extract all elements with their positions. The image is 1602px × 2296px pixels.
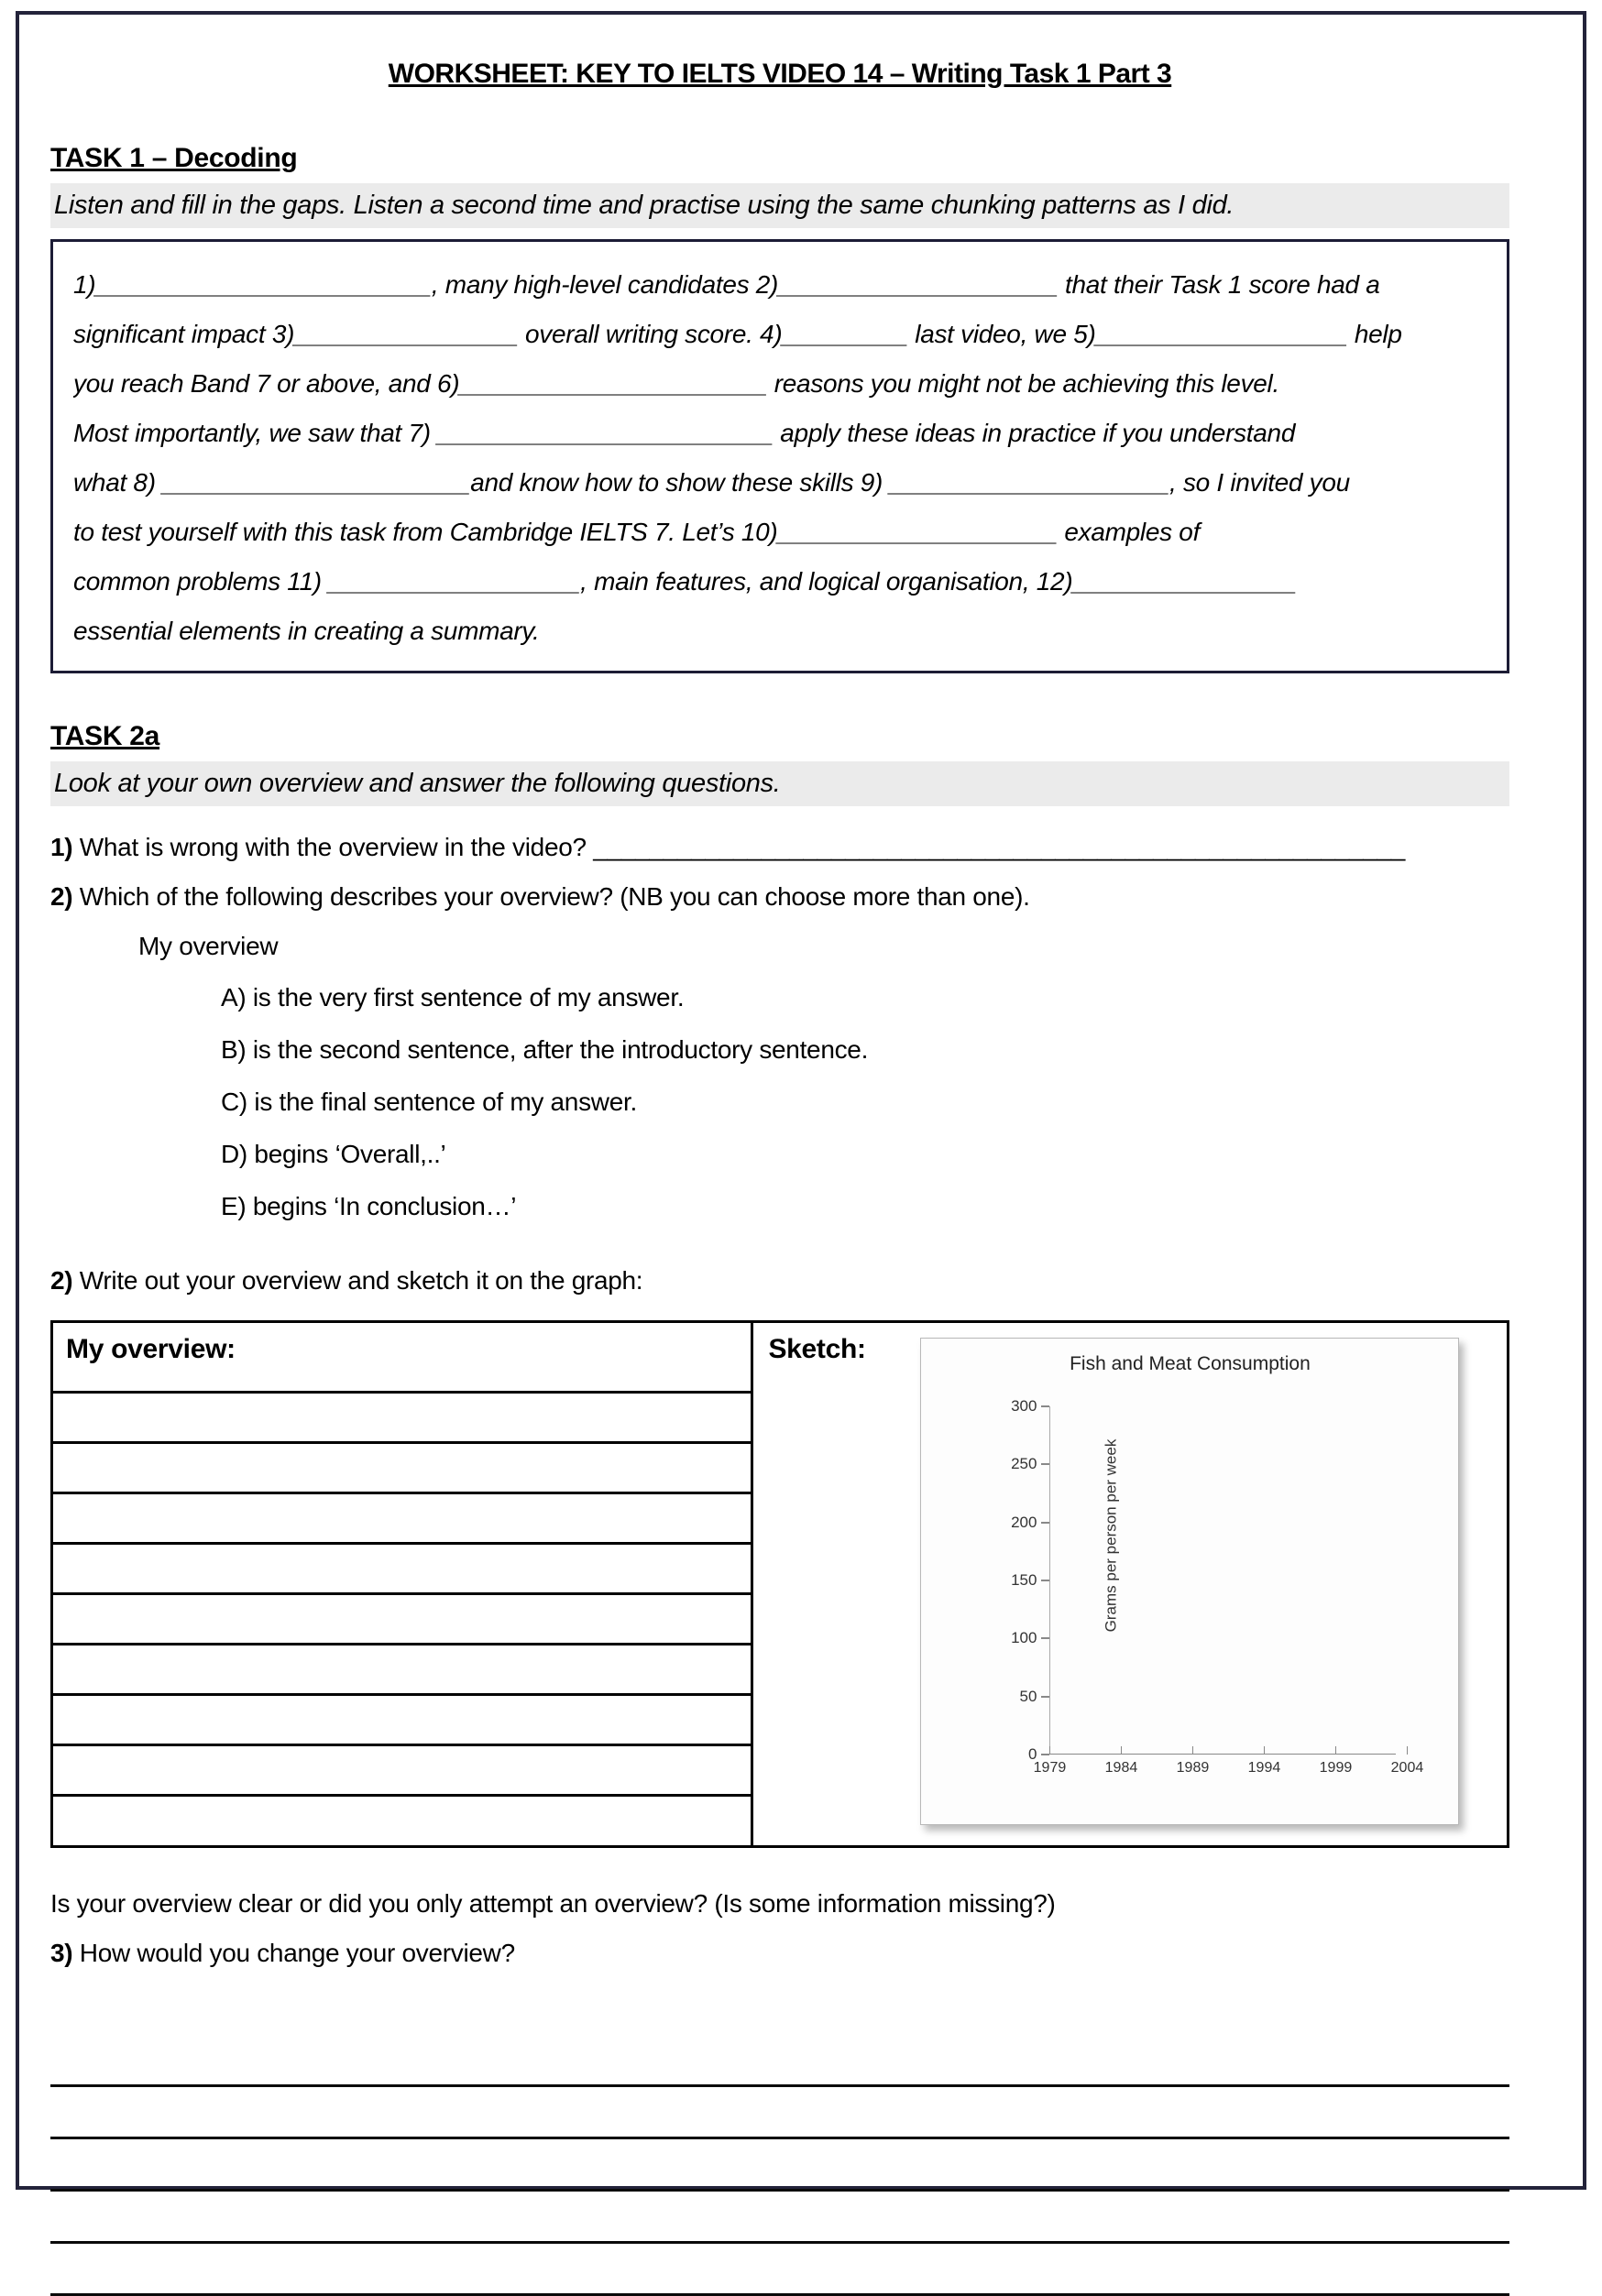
overview-writing-line-2 <box>53 1441 751 1492</box>
x-tick-mark-2004 <box>1407 1746 1408 1755</box>
x-tick-label-1979: 1979 <box>1034 1760 1067 1777</box>
y-tick-mark-0 <box>1041 1754 1049 1755</box>
x-tick-label-1989: 1989 <box>1177 1760 1210 1777</box>
y-tick-label-0: 0 <box>972 1745 1037 1764</box>
overview-writing-line-5 <box>53 1592 751 1643</box>
y-tick-mark-200 <box>1041 1522 1049 1524</box>
chart-x-axis <box>1042 1754 1396 1755</box>
chart-plot-area <box>1049 1406 1407 1755</box>
gap-fill-line-4: Most importantly, we saw that 7) ________________________ apply these ideas in practice if you understand <box>73 409 1487 458</box>
gap-fill-line-2: significant impact 3)________________ overall writing score. 4)_________ last video, we 5)__________________ help <box>73 310 1487 359</box>
question-2-text: Which of the following describes your overview? (NB you can choose more than one). <box>72 882 1029 911</box>
overview-option-D: D) begins ‘Overall,..’ <box>221 1128 1509 1180</box>
my-overview-intro: My overview <box>138 922 1509 971</box>
question-1-text: What is wrong with the overview in the video? <box>72 833 593 861</box>
task2a-heading: TASK 2a <box>50 721 1509 752</box>
chart-y-axis <box>1049 1406 1050 1755</box>
page-title: WORKSHEET: KEY TO IELTS VIDEO 14 – Writing Task 1 Part 3 <box>50 59 1509 90</box>
y-tick-label-50: 50 <box>972 1688 1037 1706</box>
y-tick-mark-250 <box>1041 1463 1049 1465</box>
question-1-number: 1) <box>50 833 72 861</box>
question-1 <box>50 823 1509 872</box>
y-tick-mark-50 <box>1041 1696 1049 1698</box>
y-tick-mark-150 <box>1041 1580 1049 1581</box>
overview-option-C: C) is the final sentence of my answer. <box>221 1076 1509 1128</box>
overview-writing-line-9 <box>53 1794 751 1844</box>
y-tick-mark-100 <box>1041 1637 1049 1639</box>
x-tick-mark-1994 <box>1264 1746 1265 1755</box>
overview-clarity-question: Is your overview clear or did you only attempt an overview? (Is some information missing?) <box>50 1879 1509 1929</box>
question-2b-text: Write out your overview and sketch it on the graph: <box>72 1266 642 1295</box>
overview-writing-line-4 <box>53 1542 751 1592</box>
my-overview-writing-lines <box>53 1391 751 1844</box>
question-2-number: 2) <box>50 882 72 911</box>
y-tick-label-200: 200 <box>972 1514 1037 1532</box>
sketch-label: Sketch: <box>768 1334 865 1365</box>
gap-fill-line-6: to test yourself with this task from Cambridge IELTS 7. Let’s 10)____________________ examples of <box>73 508 1487 557</box>
question-2 <box>50 872 1509 922</box>
x-tick-mark-1979 <box>1049 1746 1050 1755</box>
x-tick-label-2004: 2004 <box>1391 1760 1424 1777</box>
answer-line-1 <box>50 2035 1509 2087</box>
overview-writing-line-7 <box>53 1693 751 1744</box>
overview-option-B: B) is the second sentence, after the introductory sentence. <box>221 1023 1509 1076</box>
x-tick-label-1994: 1994 <box>1248 1760 1281 1777</box>
x-tick-label-1984: 1984 <box>1105 1760 1138 1777</box>
worksheet-page-border <box>16 11 1586 2190</box>
x-tick-mark-1989 <box>1192 1746 1193 1755</box>
my-overview-label: My overview: <box>53 1323 751 1391</box>
overview-writing-line-8 <box>53 1744 751 1794</box>
gap-fill-line-1: 1)________________________, many high-level candidates 2)____________________ that their Task 1 score had a <box>73 260 1487 310</box>
overview-writing-line-1 <box>53 1391 751 1441</box>
question-2b <box>50 1256 1509 1306</box>
task2a-instruction: Look at your own overview and answer the following questions. <box>50 761 1509 806</box>
answer-line-2 <box>50 2087 1509 2139</box>
sketch-cell <box>753 1323 1507 1845</box>
gap-fill-line-7: common problems 11) __________________, main features, and logical organisation, 12)________________ <box>73 557 1487 607</box>
answer-lines-section <box>50 2035 1509 2296</box>
answer-line-3 <box>50 2139 1509 2192</box>
my-overview-cell <box>53 1323 753 1845</box>
question-3-text: How would you change your overview? <box>72 1939 515 1967</box>
answer-line-4 <box>50 2192 1509 2244</box>
chart-y-axis-label: Grams per person per week <box>1103 1439 1121 1633</box>
chart-title: Fish and Meat Consumption <box>921 1353 1458 1375</box>
x-tick-label-1999: 1999 <box>1320 1760 1353 1777</box>
y-tick-label-100: 100 <box>972 1629 1037 1647</box>
y-tick-label-300: 300 <box>972 1397 1037 1416</box>
gap-fill-passage-box <box>50 239 1509 673</box>
answer-line-5 <box>50 2244 1509 2296</box>
x-tick-mark-1984 <box>1121 1746 1122 1755</box>
question-1-answer-blank: __________________________________________________________ <box>593 833 1405 861</box>
overview-writing-line-3 <box>53 1492 751 1542</box>
task1-heading: TASK 1 – Decoding <box>50 143 1509 174</box>
y-tick-label-150: 150 <box>972 1571 1037 1590</box>
worksheet-content <box>19 15 1583 2296</box>
y-tick-label-250: 250 <box>972 1455 1037 1473</box>
y-tick-mark-300 <box>1041 1405 1049 1407</box>
consumption-chart <box>920 1338 1459 1825</box>
gap-fill-line-5: what 8) ______________________and know how to show these skills 9) ____________________, so I invited you <box>73 458 1487 508</box>
overview-sketch-table <box>50 1320 1509 1848</box>
gap-fill-line-8: essential elements in creating a summary. <box>73 607 1487 656</box>
x-tick-mark-1999 <box>1335 1746 1336 1755</box>
gap-fill-line-3: you reach Band 7 or above, and 6)______________________ reasons you might not be achieving this level. <box>73 359 1487 409</box>
overview-writing-line-6 <box>53 1643 751 1693</box>
question-3 <box>50 1929 1509 1978</box>
question-2b-number: 2) <box>50 1266 72 1295</box>
overview-option-A: A) is the very first sentence of my answer. <box>221 971 1509 1023</box>
task1-instruction: Listen and fill in the gaps. Listen a second time and practise using the same chunking patterns as I did. <box>50 183 1509 228</box>
overview-option-E: E) begins ‘In conclusion…’ <box>221 1180 1509 1232</box>
question-3-number: 3) <box>50 1939 72 1967</box>
overview-options-list <box>221 971 1509 1232</box>
